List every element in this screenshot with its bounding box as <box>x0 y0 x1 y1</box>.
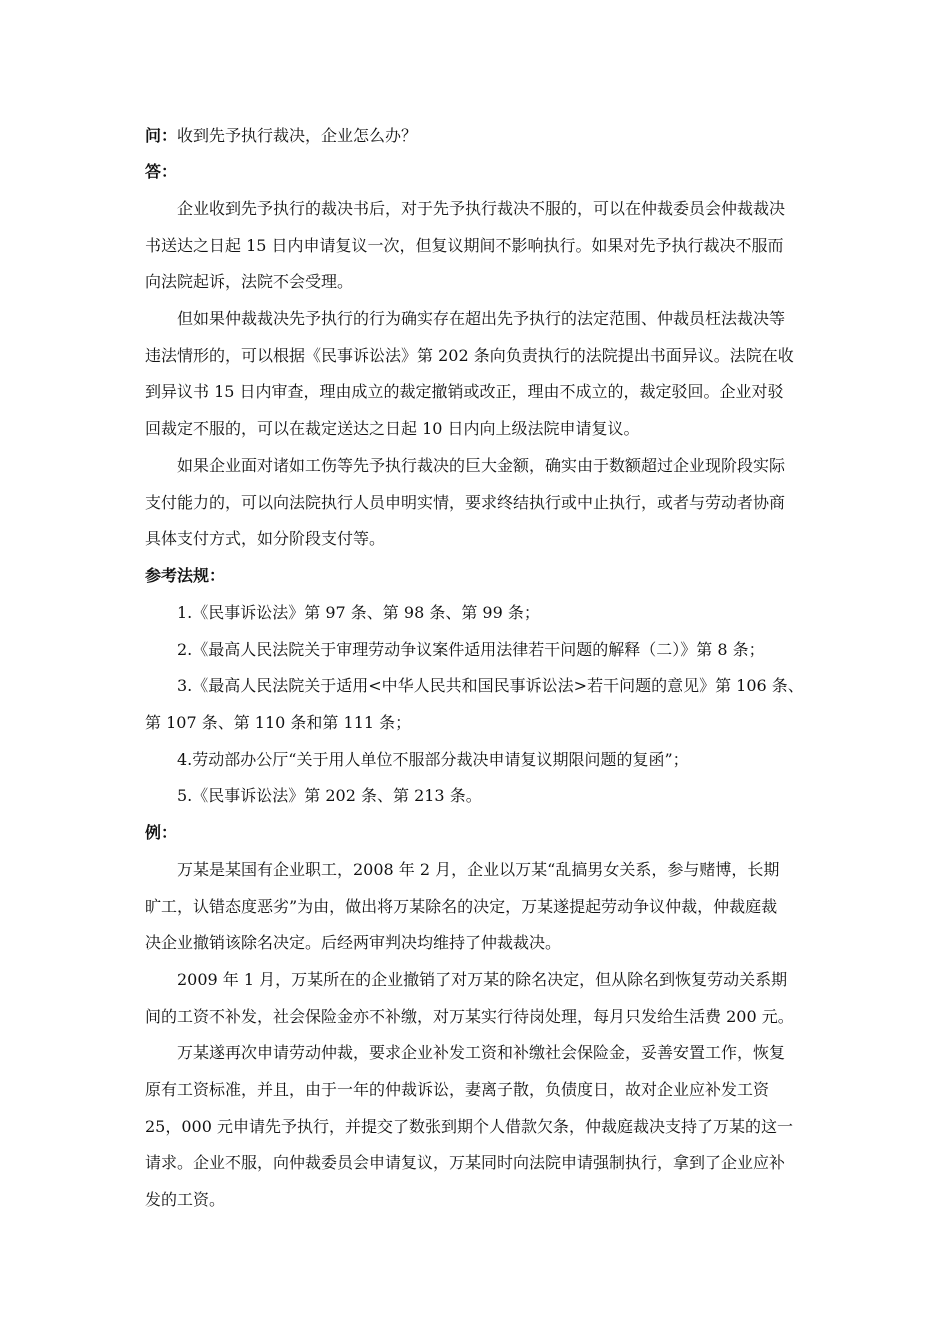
answer-p3-line: 支付能力的，可以向法院执行人员申明实情，要求终结执行或中止执行，或者与劳动者协商 <box>145 493 786 512</box>
reference-item-4: 4.劳动部办公厅“关于用人单位不服部分裁决申请复议期限问题的复函”； <box>177 750 689 769</box>
reference-item-5: 5.《民事诉讼法》第 202 条、第 213 条。 <box>177 786 482 805</box>
example-p3-line: 原有工资标准，并且，由于一年的仲裁诉讼，妻离子散，负债度日，故对企业应补发工资 <box>145 1080 770 1099</box>
answer-p1-line: 向法院起诉，法院不会受理。 <box>145 272 354 291</box>
example-p2-line: 2009 年 1 月，万某所在的企业撤销了对万某的除名决定，但从除名到恢复劳动关系期 <box>177 970 788 989</box>
example-p3-line: 请求。企业不服，向仲裁委员会申请复议，万某同时向法院申请强制执行，拿到了企业应补 <box>145 1153 786 1172</box>
example-label: 例： <box>145 823 178 842</box>
answer-p2-line: 到异议书 15 日内审查，理由成立的裁定撤销或改正，理由不成立的，裁定驳回。企业对驳 <box>145 382 784 401</box>
answer-label: 答： <box>145 162 178 181</box>
question-line <box>145 126 417 146</box>
answer-p1-line: 书送达之日起 15 日内申请复议一次，但复议期间不影响执行。如果对先予执行裁决不服而 <box>145 236 784 255</box>
references-label: 参考法规： <box>145 566 226 585</box>
answer-p2-line: 违法情形的，可以根据《民事诉讼法》第 202 条向负责执行的法院提出书面异议。法院在收 <box>145 346 794 365</box>
answer-p2-line: 回裁定不服的，可以在裁定送达之日起 10 日内向上级法院申请复议。 <box>145 419 640 438</box>
answer-p2-line: 但如果仲裁裁决先予执行的行为确实存在超出先予执行的法定范围、仲裁员枉法裁决等 <box>177 309 786 328</box>
example-p1-line: 决企业撤销该除名决定。后经两审判决均维持了仲裁裁决。 <box>145 933 562 952</box>
reference-item-3: 3.《最高人民法院关于适用<中华人民共和国民事诉讼法>若干问题的意见》第 106 条、 <box>177 676 804 695</box>
reference-item-2: 2.《最高人民法院关于审理劳动争议案件适用法律若干问题的解释（二）》第 8 条； <box>177 640 765 659</box>
example-p3-line: 万某遂再次申请劳动仲裁，要求企业补发工资和补缴社会保险金，妥善安置工作，恢复 <box>177 1043 786 1062</box>
question-label: 问： <box>145 126 178 145</box>
answer-p1-line: 企业收到先予执行的裁决书后，对于先予执行裁决不服的，可以在仲裁委员会仲裁裁决 <box>177 199 786 218</box>
example-p3-line: 发的工资。 <box>145 1190 226 1209</box>
example-p3-line: 25，000 元申请先予执行，并提交了数张到期个人借款欠条，仲裁庭裁决支持了万某的这一 <box>145 1117 793 1136</box>
reference-item-3-cont: 第 107 条、第 110 条和第 111 条； <box>145 713 412 732</box>
answer-p3-line: 具体支付方式，如分阶段支付等。 <box>145 529 386 548</box>
reference-item-1: 1.《民事诉讼法》第 97 条、第 98 条、第 99 条； <box>177 603 540 622</box>
question-text: 收到先予执行裁决，企业怎么办？ <box>177 126 418 145</box>
answer-p3-line: 如果企业面对诸如工伤等先予执行裁决的巨大金额，确实由于数额超过企业现阶段实际 <box>177 456 786 475</box>
example-p2-line: 间的工资不补发，社会保险金亦不补缴，对万某实行待岗处理，每月只发给生活费 200 元。 <box>145 1007 794 1026</box>
example-p1-line: 旷工，认错态度恶劣”为由，做出将万某除名的决定，万某遂提起劳动争议仲裁，仲裁庭裁 <box>145 897 778 916</box>
example-p1-line: 万某是某国有企业职工，2008 年 2 月，企业以万某“乱搞男女关系，参与赌博，长期 <box>177 860 780 879</box>
